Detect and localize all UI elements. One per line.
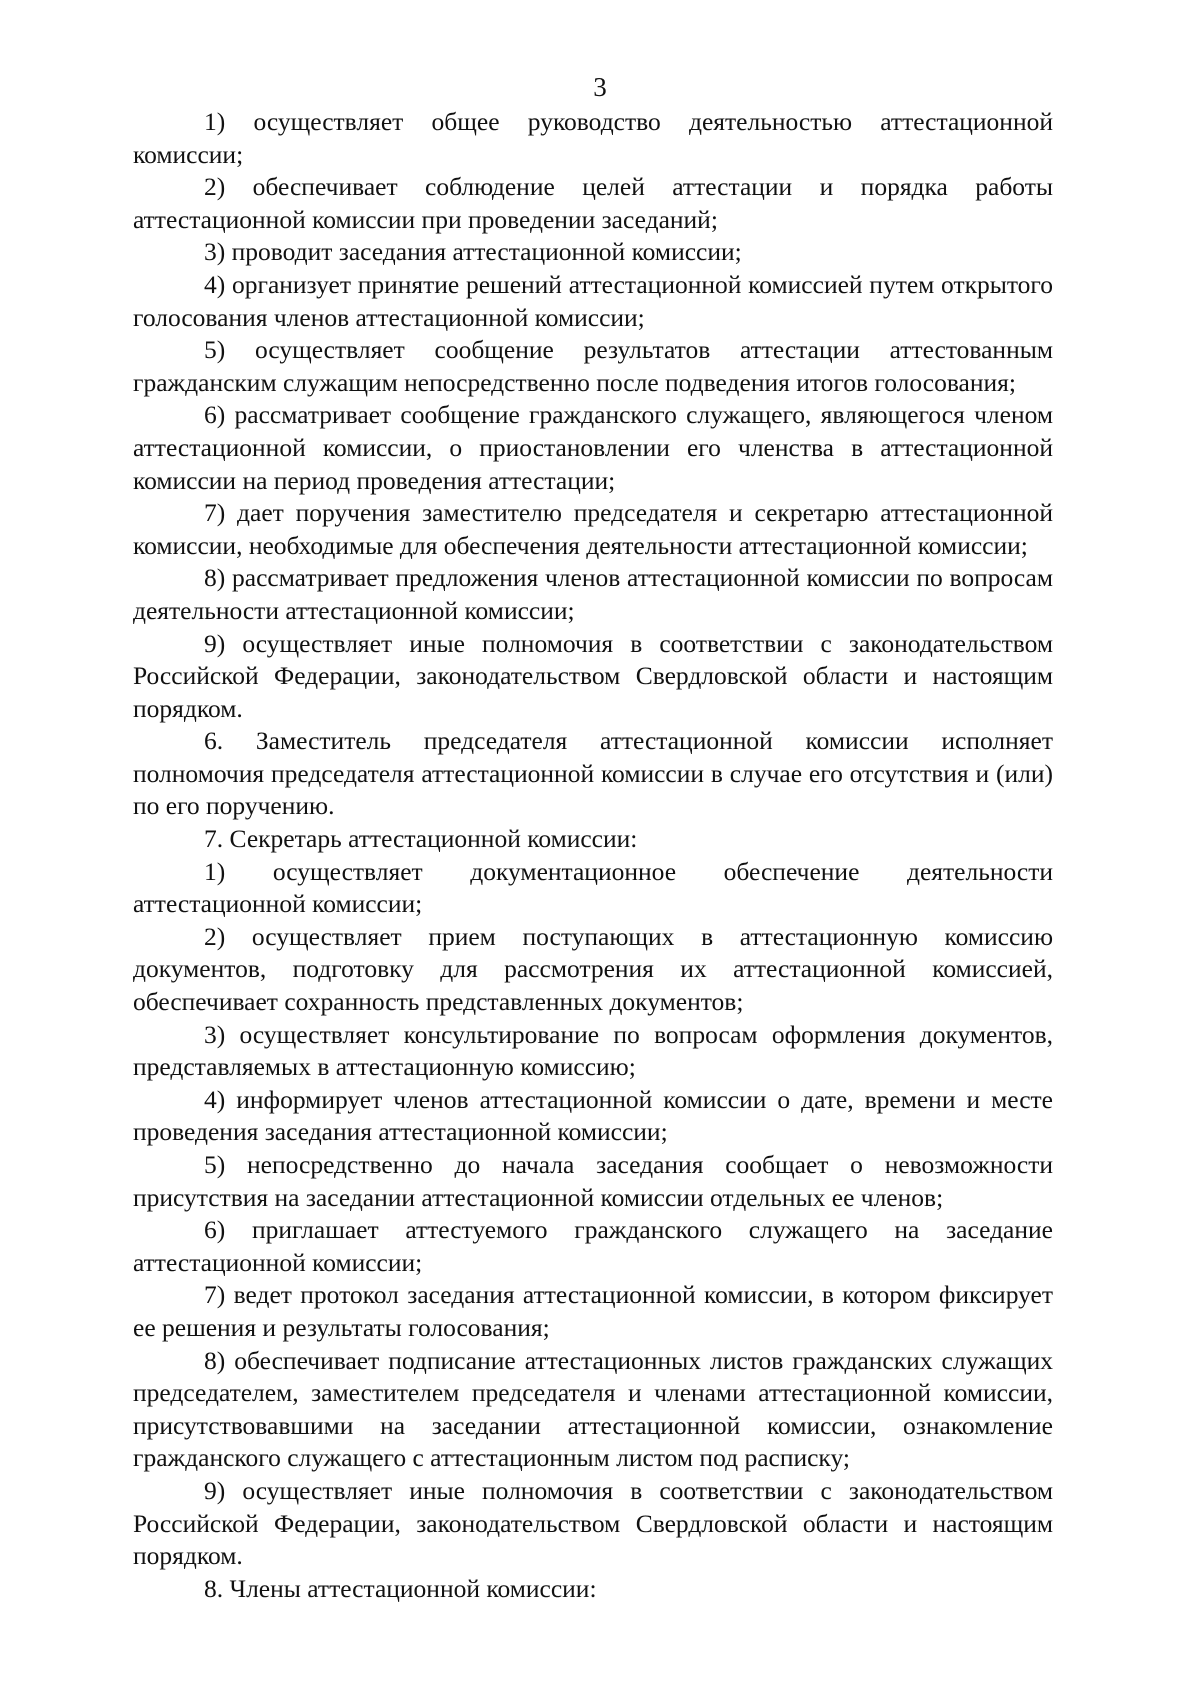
document-body <box>133 106 1053 1605</box>
paragraph: 2) обеспечивает соблюдение целей аттестации и порядка работы аттестационной комиссии при проведении заседаний; <box>133 172 1053 234</box>
paragraph: 3) осуществляет консультирование по вопросам оформления документов, представляемых в аттестационную комиссию; <box>133 1019 1053 1082</box>
paragraph: 9) осуществляет иные полномочия в соответствии с законодательством Российской Федерации, законодательством Свердловской области и настоящим порядком. <box>133 628 1053 723</box>
paragraph: 5) непосредственно до начала заседания сообщает о невозможности присутствия на заседании аттестационной комиссии отдельных ее членов; <box>133 1150 1053 1212</box>
paragraph: 4) организует принятие решений аттестационной комиссией путем открытого голосования членов аттестационной комиссии; <box>133 269 1053 332</box>
page-number: 3 <box>593 72 607 102</box>
paragraph: 5) осуществляет сообщение результатов аттестации аттестованным гражданским служащим непосредственно после подведения итогов голосования; <box>133 335 1053 397</box>
paragraph: 7) дает поручения заместителю председателя и секретарю аттестационной комиссии, необходимые для обеспечения деятельности аттестационной комиссии; <box>133 498 1053 560</box>
paragraph: 6) приглашает аттестуемого гражданского служащего на заседание аттестационной комиссии; <box>133 1215 1053 1277</box>
paragraph: 6) рассматривает сообщение гражданского служащего, являющегося членом аттестационной комиссии, о приостановлении его членства в аттестационной комиссии на период проведения аттестации; <box>133 400 1053 495</box>
paragraph: 2) осуществляет прием поступающих в аттестационную комиссию документов, подготовку для рассмотрения их аттестационной комиссией, обеспечивает сохранность представленных документов; <box>133 921 1053 1017</box>
paragraph: 7) ведет протокол заседания аттестационной комиссии, в котором фиксирует ее решения и результаты голосования; <box>133 1280 1053 1342</box>
paragraph: 3) проводит заседания аттестационной комиссии; <box>204 237 742 267</box>
paragraph: 8) обеспечивает подписание аттестационных листов гражданских служащих председателем, заместителем председателя и членами аттестационной комиссии, присутствовавшими на заседании аттестационной комиссии, ознакомление гражданского служащего с аттестационным листом под расписку; <box>133 1345 1053 1473</box>
paragraph: 8) рассматривает предложения членов аттестационной комиссии по вопросам деятельности аттестационной комиссии; <box>133 563 1053 625</box>
paragraph: 8. Члены аттестационной комиссии: <box>204 1573 597 1603</box>
paragraph: 4) информирует членов аттестационной комиссии о дате, времени и месте проведения заседания аттестационной комиссии; <box>133 1084 1053 1147</box>
paragraph: 1) осуществляет документационное обеспечение деятельности аттестационной комиссии; <box>133 856 1053 919</box>
paragraph: 7. Секретарь аттестационной комиссии: <box>204 824 638 854</box>
paragraph: 9) осуществляет иные полномочия в соответствии с законодательством Российской Федерации, законодательством Свердловской области и настоящим порядком. <box>133 1475 1053 1571</box>
paragraph: 6. Заместитель председателя аттестационной комиссии исполняет полномочия председателя аттестационной комиссии в случае его отсутствия и (или) по его поручению. <box>133 726 1053 821</box>
paragraph: 1) осуществляет общее руководство деятельностью аттестационной комиссии; <box>133 107 1053 169</box>
